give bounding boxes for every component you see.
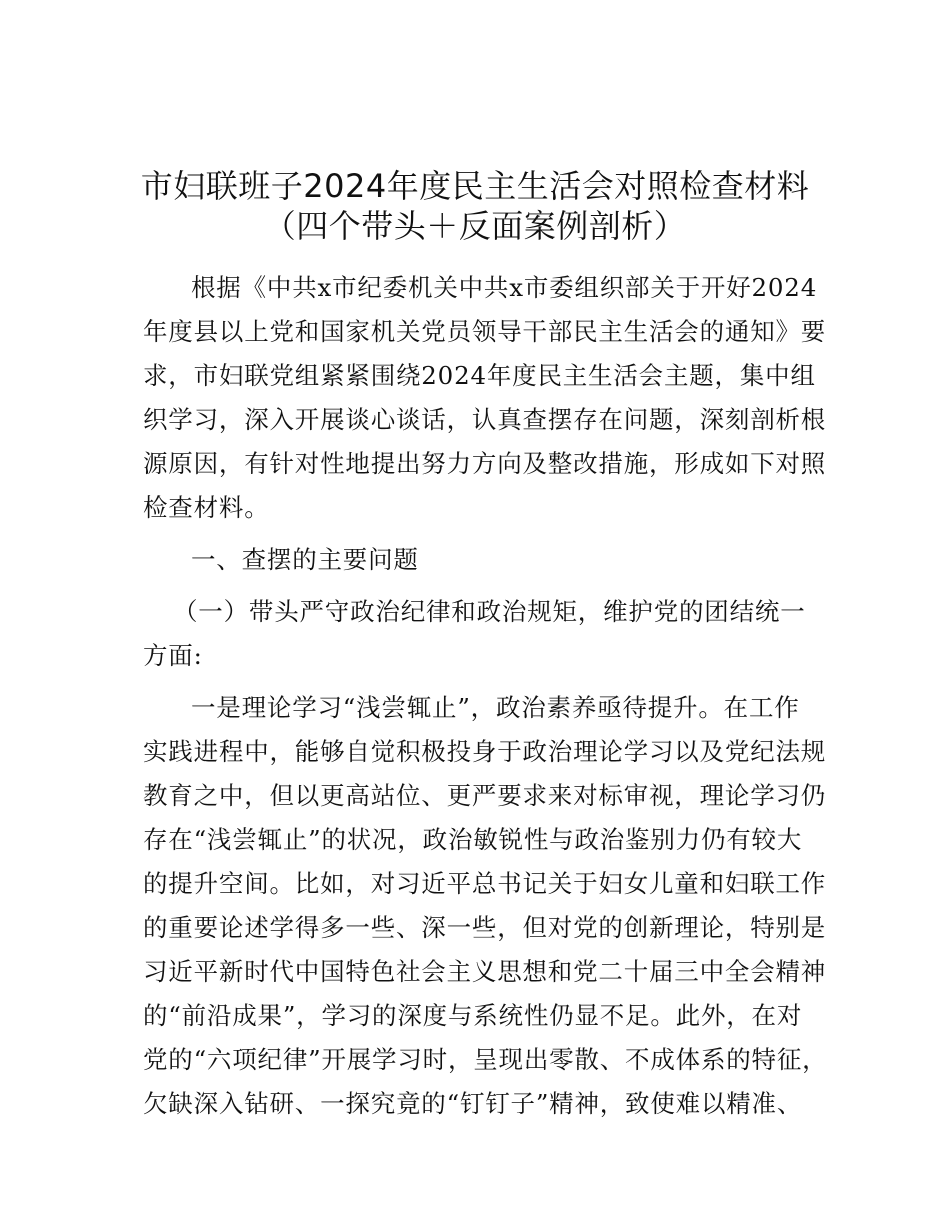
paragraph-line: 求，市妇联党组紧紧围绕2024年度民主生活会主题，集中组: [143, 361, 816, 390]
paragraph-line: 教育之中，但以更高站位、更严要求来对标审视，理论学习仍: [143, 781, 827, 810]
paragraph-line: 实践进程中，能够自觉积极投身于政治理论学习以及党纪法规: [143, 737, 827, 766]
paragraph-line: 的“前沿成果”，学习的深度与系统性仍显不足。此外，在对: [143, 1001, 803, 1030]
paragraph-line: 的重要论述学得多一些、深一些，但对党的创新理论，特别是: [143, 913, 827, 942]
subsection-heading-cont: 方面:: [143, 641, 203, 670]
subsection-heading: （一）带头严守政治纪律和政治规矩，维护党的团结统一: [173, 597, 806, 626]
paragraph-line: 检查材料。: [143, 493, 270, 522]
paragraph-line: 存在“浅尝辄止”的状况，政治敏锐性与政治鉴别力仍有较大: [143, 825, 803, 854]
paragraph-line: 党的“六项纪律”开展学习时，呈现出零散、不成体系的特征，: [143, 1045, 828, 1074]
paragraph-line: 源原因，有针对性地提出努力方向及整改措施，形成如下对照: [143, 449, 827, 478]
paragraph-line: 织学习，深入开展谈心谈话，认真查摆存在问题，深刻剖析根: [143, 405, 827, 434]
paragraph-line: 年度县以上党和国家机关党员领导干部民主生活会的通知》要: [143, 317, 827, 346]
section-heading: 一、查摆的主要问题: [191, 545, 419, 574]
paragraph-line: 欠缺深入钻研、一探究竟的“钉钉子”精神，致使难以精准、: [143, 1089, 803, 1118]
paragraph-line: 的提升空间。比如，对习近平总书记关于妇女儿童和妇联工作: [143, 869, 827, 898]
document-subtitle: （四个带头＋反面案例剖析）: [263, 207, 687, 245]
paragraph-line: 习近平新时代中国特色社会主义思想和党二十届三中全会精神: [143, 957, 827, 986]
paragraph-line: 一是理论学习“浅尝辄止”，政治素养亟待提升。在工作: [191, 693, 800, 722]
paragraph-line: 根据《中共x市纪委机关中共x市委组织部关于开好2024: [191, 273, 818, 302]
document-title: 市妇联班子2024年度民主生活会对照检查材料: [140, 167, 810, 205]
